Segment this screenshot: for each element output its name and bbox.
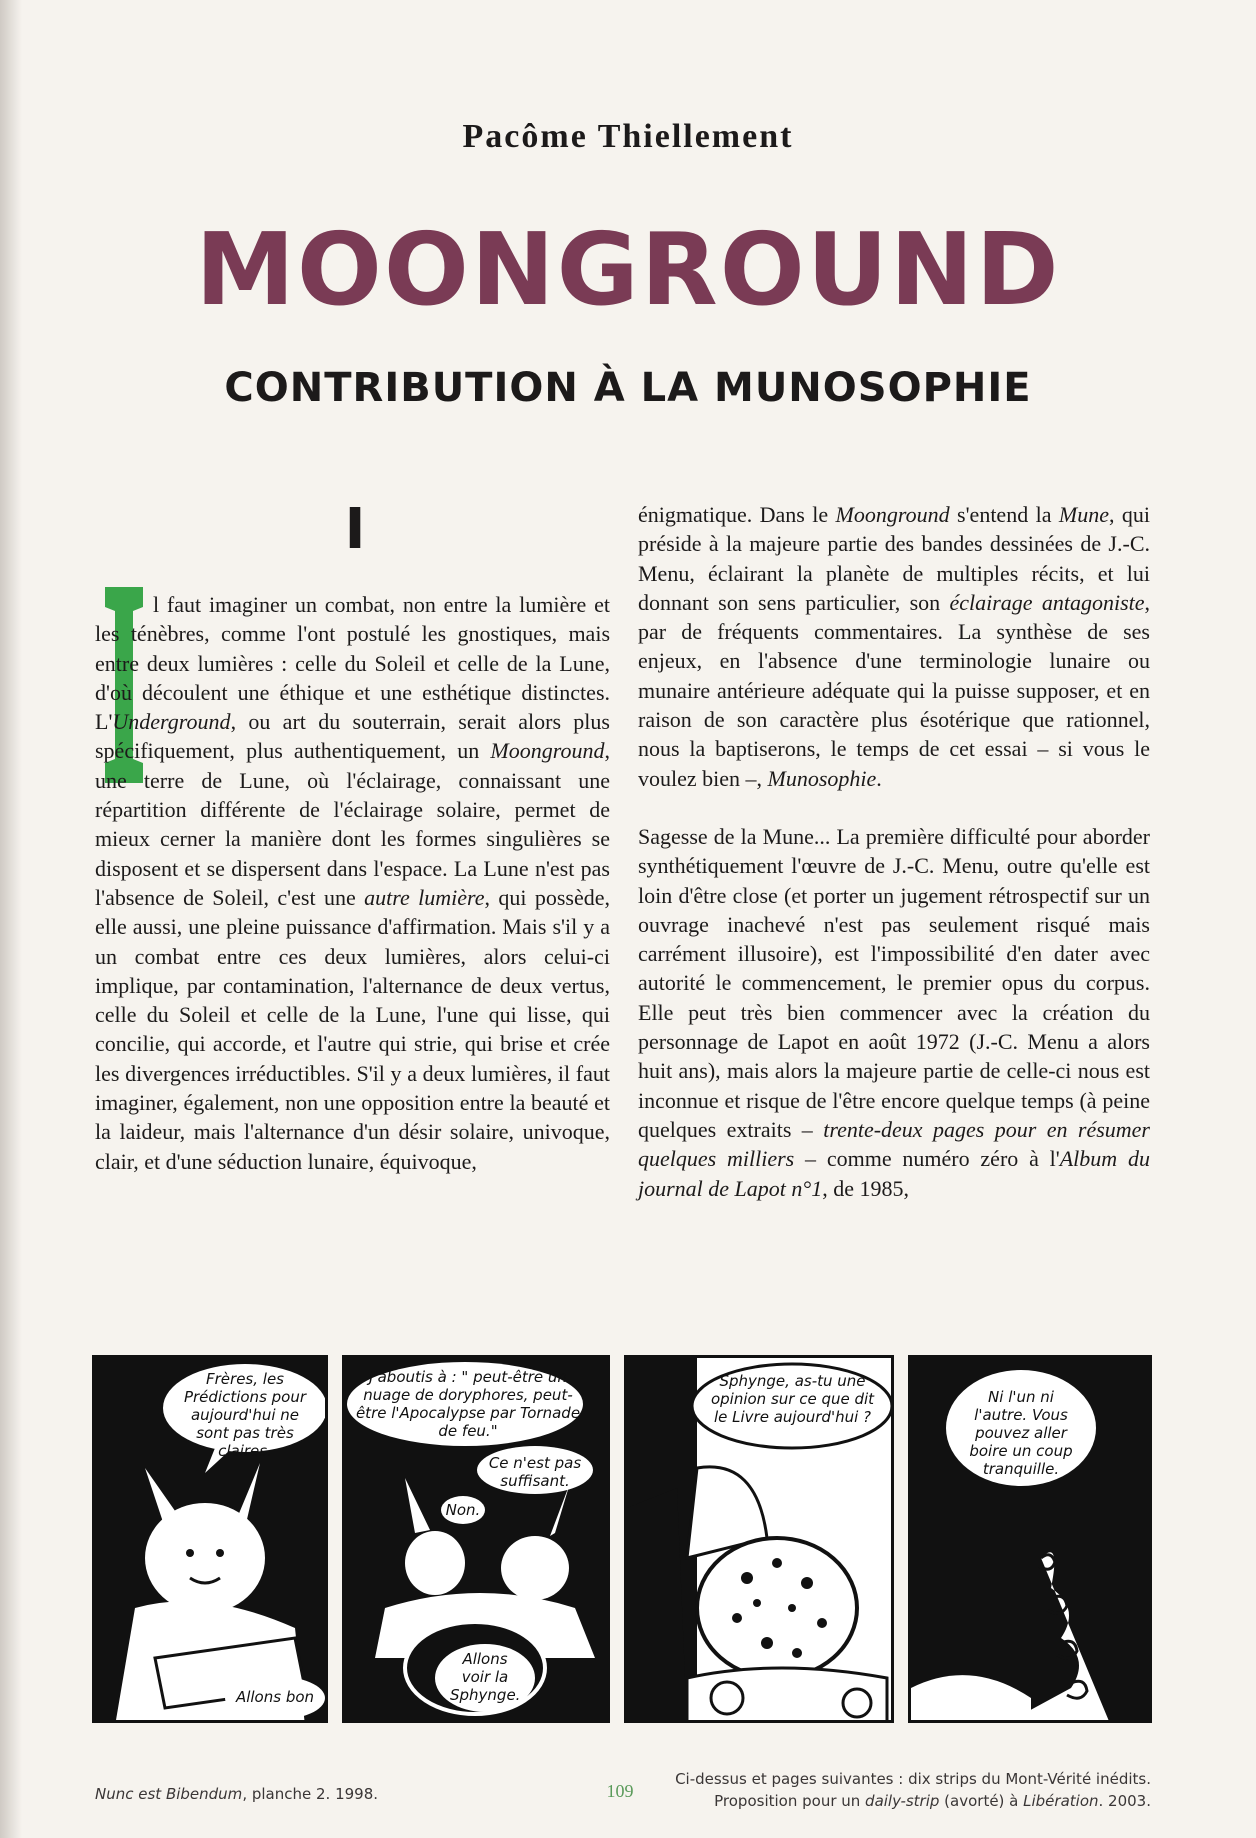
panel-1-speech-top: Frères, les Prédictions pour aujourd'hui ne sont pas très claires. <box>183 1370 307 1460</box>
panel-1-speech-bottom: Allons bon <box>235 1688 315 1706</box>
right-column <box>638 500 1150 1203</box>
comic-panel-1 <box>92 1355 328 1723</box>
panel-4-speech-top: Ni l'un ni l'autre. Vous pouvez aller boire un coup tranquille. <box>969 1388 1073 1478</box>
section-number: I <box>344 497 366 562</box>
article-title: MOONGROUND <box>195 211 1061 328</box>
left-paragraph-1: l faut imaginer un combat, non entre la lumière et les ténèbres, comme l'ont postulé les gnostiques, mais entre deux lumières : celle du Soleil et celle de la Lune, d'où découlent une éthique et une esthétique distinctes. L'Underground, ou art du souterrain, serait alors plus spécifiquement, plus authentiquement, un Moonground, une terre de Lune, où l'éclairage, connaissant une répartition différente de l'éclairage solaire, permet de mieux cerner la manière dont les formes singulières se disposent et se dispersent dans l'espace. La Lune n'est pas l'absence de Soleil, c'est une autre lumière, qui possède, elle aussi, une pleine puissance d'affirmation. Mais s'il y a un combat entre ces deux lumières, alors celui-ci implique, par contamination, l'alternance de deux vertus, celle du Soleil et celle de la Lune, l'une qui lisse, qui concilie, qui accorde, et l'autre qui strie, qui brise et crée les divergences irréductibles. S'il y a deux lumières, il faut imaginer, également, non une opposition entre la beauté et la laideur, mais l'alternance d'un désir solaire, univoque, clair, et d'une séduction lunaire, équivoque, <box>95 592 611 1174</box>
comic-panel-3 <box>624 1355 894 1723</box>
panel-2-speech-small: Non. <box>445 1501 481 1519</box>
right-paragraph-1: énigmatique. Dans le Moonground s'entend la Mune, qui préside à la majeure partie des bandes dessinées de J.-C. Menu, éclairant la planète de multiples récits, et lui donnant son sens particulier, son éclairage antagoniste, par de fréquents commentaires. La synthèse de ses enjeux, en l'absence d'une terminologie lunaire ou munaire antérieure adéquate qui la puisse supposer, et en raison de son caractère plus ésotérique que rationnel, nous la baptiserons, le temps de cet essai – si vous le voulez bien –, Munosophie. <box>638 502 1151 791</box>
panel-2-speech-mid: Ce n'est pas suffisant. <box>488 1454 582 1490</box>
footer-caption-right-line-2: Proposition pour un daily-strip (avorté) à Libération. 2003. <box>714 1792 1151 1810</box>
panel-2-speech-bottom: Allons voir la Sphynge. <box>450 1650 521 1704</box>
author-name: Pacôme Thiellement <box>462 118 794 155</box>
comic-panel-2 <box>342 1355 610 1723</box>
page-number: 109 <box>606 1781 634 1801</box>
footer-caption-right-line-1: Ci-dessus et pages suivantes : dix strips du Mont-Vérité inédits. <box>675 1770 1151 1788</box>
panel-2-speech-top: J'aboutis à : " peut-être un nuage de doryphores, peut-être l'Apocalypse par Tornade de feu." <box>355 1368 581 1440</box>
right-paragraph-2: Sagesse de la Mune... La première difficulté pour aborder synthétiquement l'œuvre de J.-C. Menu, outre qu'elle est loin d'être close (et porter un jugement rétrospectif sur un ouvrage inachevé n'est pas seulement risqué mais carrément illusoire), est l'impossibilité d'en dater avec autorité le commencement, le premier opus du corpus. Elle peut très bien commencer avec la création du personnage de Lapot en août 1972 (J.-C. Menu a alors huit ans), mais alors la majeure partie de celle-ci nous est inconnue et risque de l'être encore quelque temps (à peine quelques extraits – trente-deux pages pour en résumer quelques milliers – comme numéro zéro à l'Album du journal de Lapot n°1, de 1985, <box>638 823 1150 1201</box>
left-column <box>95 590 610 1176</box>
comic-strip <box>92 1355 1152 1725</box>
footer-caption-left: Nunc est Bibendum, planche 2. 1998. <box>95 1785 379 1803</box>
footer-caption-right <box>675 1768 1151 1812</box>
comic-panel-4 <box>908 1355 1152 1723</box>
panel-3-speech-top: Sphynge, as-tu une opinion sur ce que dit le Livre aujourd'hui ? <box>710 1372 875 1426</box>
article-subtitle: CONTRIBUTION À LA MUNOSOPHIE <box>224 365 1032 411</box>
